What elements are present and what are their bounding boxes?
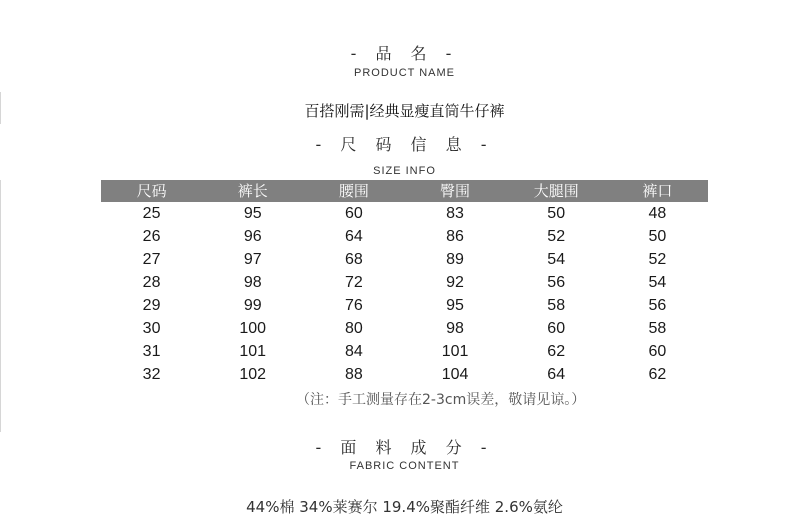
table-cell: 56 bbox=[648, 297, 667, 314]
table-cell: 52 bbox=[547, 228, 566, 245]
table-cell: 100 bbox=[239, 320, 267, 337]
table-cell: 84 bbox=[344, 343, 363, 360]
table-cell: 60 bbox=[547, 320, 566, 337]
table-cell: 68 bbox=[344, 251, 363, 268]
table-cell: 50 bbox=[648, 228, 667, 245]
column-header-waist: 腰围 bbox=[303, 180, 404, 202]
table-cell: 98 bbox=[446, 320, 464, 337]
measurement-note: （注：手工测量存在2-3cm误差，敬请见谅。） bbox=[296, 392, 586, 408]
size-table bbox=[101, 180, 708, 386]
table-cell: 60 bbox=[648, 343, 667, 360]
table-cell: 29 bbox=[142, 297, 161, 314]
table-row bbox=[101, 317, 708, 340]
table-cell: 62 bbox=[648, 366, 667, 383]
table-cell: 52 bbox=[648, 251, 667, 268]
size-table-header bbox=[101, 180, 708, 202]
table-cell: 26 bbox=[142, 228, 161, 245]
table-cell: 27 bbox=[142, 251, 161, 268]
product-name-subheading: PRODUCT NAME bbox=[353, 67, 456, 79]
table-cell: 92 bbox=[446, 274, 464, 291]
column-header-size: 尺码 bbox=[101, 180, 202, 202]
table-cell: 54 bbox=[648, 274, 667, 291]
table-cell: 102 bbox=[239, 366, 267, 383]
table-cell: 101 bbox=[441, 343, 469, 360]
table-cell: 31 bbox=[142, 343, 161, 360]
table-cell: 95 bbox=[446, 297, 464, 314]
table-row bbox=[101, 202, 708, 225]
table-cell: 58 bbox=[547, 297, 566, 314]
table-row bbox=[101, 271, 708, 294]
table-row bbox=[101, 248, 708, 271]
size-info-subheading: SIZE INFO bbox=[373, 165, 436, 177]
table-cell: 28 bbox=[142, 274, 161, 291]
table-row bbox=[101, 363, 708, 386]
table-cell: 88 bbox=[344, 366, 363, 383]
table-cell: 50 bbox=[547, 205, 566, 222]
table-cell: 72 bbox=[344, 274, 363, 291]
product-name-value: 百搭刚需|经典显瘦直筒牛仔裤 bbox=[304, 102, 505, 120]
table-cell: 64 bbox=[344, 228, 363, 245]
fabric-content-subheading: FABRIC CONTENT bbox=[349, 460, 460, 472]
table-cell: 32 bbox=[142, 366, 161, 383]
table-cell: 48 bbox=[648, 205, 667, 222]
fabric-content-heading: - 面 料 成 分 - bbox=[315, 438, 494, 457]
table-cell: 80 bbox=[344, 320, 363, 337]
table-cell: 86 bbox=[446, 228, 464, 245]
column-header-thigh: 大腿围 bbox=[506, 180, 607, 202]
table-cell: 104 bbox=[441, 366, 469, 383]
table-cell: 62 bbox=[547, 343, 566, 360]
table-cell: 99 bbox=[243, 297, 262, 314]
product-name-heading: - 品 名 - bbox=[350, 44, 459, 63]
left-edge-divider bbox=[0, 180, 1, 432]
table-cell: 98 bbox=[243, 274, 262, 291]
table-cell: 76 bbox=[344, 297, 363, 314]
fabric-content-value: 44%棉 34%莱赛尔 19.4%聚酯纤维 2.6%氨纶 bbox=[246, 498, 563, 516]
table-cell: 96 bbox=[243, 228, 262, 245]
table-cell: 83 bbox=[446, 205, 464, 222]
table-row bbox=[101, 294, 708, 317]
table-cell: 60 bbox=[344, 205, 363, 222]
column-header-leg-opening: 裤口 bbox=[607, 180, 708, 202]
size-info-heading: - 尺 码 信 息 - bbox=[315, 135, 494, 154]
table-cell: 64 bbox=[547, 366, 566, 383]
table-row bbox=[101, 225, 708, 248]
column-header-hip: 臀围 bbox=[404, 180, 505, 202]
table-cell: 30 bbox=[142, 320, 161, 337]
table-cell: 89 bbox=[446, 251, 464, 268]
table-row bbox=[101, 340, 708, 363]
table-cell: 58 bbox=[648, 320, 667, 337]
table-cell: 25 bbox=[142, 205, 161, 222]
table-cell: 101 bbox=[239, 343, 267, 360]
column-header-length: 裤长 bbox=[202, 180, 303, 202]
table-cell: 95 bbox=[243, 205, 262, 222]
table-cell: 56 bbox=[547, 274, 566, 291]
table-cell: 54 bbox=[547, 251, 566, 268]
table-cell: 97 bbox=[243, 251, 262, 268]
